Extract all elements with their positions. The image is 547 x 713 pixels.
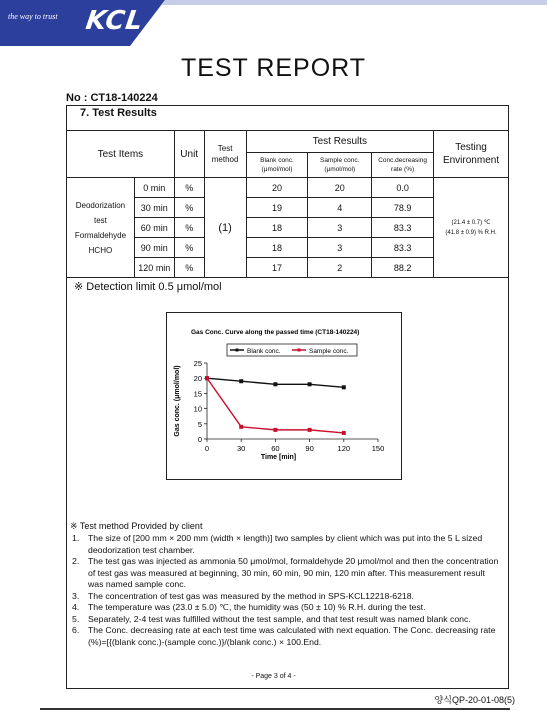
time-cell: 60 min xyxy=(134,218,174,238)
header-test-method-line1: Test xyxy=(217,144,233,153)
subheader-rate xyxy=(372,153,434,178)
time-cell: 30 min xyxy=(134,198,174,218)
data-point-1-1 xyxy=(239,425,243,429)
rate-cell: 83.3 xyxy=(372,238,434,258)
note-number: 1. xyxy=(72,533,80,543)
note-number: 6. xyxy=(72,625,80,635)
test-item-line3: Formaldehyde xyxy=(74,230,127,240)
sample-cell: 4 xyxy=(308,198,372,218)
x-tick-label: 60 xyxy=(271,444,280,453)
header-environment-line1: Testing xyxy=(455,142,487,153)
list-item xyxy=(72,533,502,556)
x-axis-label: Time [min] xyxy=(260,454,297,461)
note-text: The temperature was (23.0 ± 5.0) ℃, the humidity was (50 ± 10) % R.H. during the test. xyxy=(88,602,426,612)
y-tick-label: 5 xyxy=(197,419,202,429)
sample-cell: 2 xyxy=(308,258,372,278)
note-number: 4. xyxy=(72,602,80,612)
note-text: The concentration of test gas was measured by the method in SPS-KCL12218-6218. xyxy=(88,590,414,601)
blank-cell: 18 xyxy=(246,238,308,258)
environment-humidity: (41.8 ± 0.9) % R.H. xyxy=(445,229,497,236)
chart-title: Gas Conc. Curve along the passed time (CT18-140224) xyxy=(191,329,360,336)
note-text: The test gas was injected as ammonia 50 μmol/mol, formaldehyde 20 μmol/mol and then the concentration of test gas was measured at beginning, 30 min, 60 min, 90 min, 120 min after. This measurement result was named sample conc. xyxy=(88,556,499,589)
list-item xyxy=(72,602,502,614)
unit-cell: % xyxy=(174,178,204,198)
header-test-method-line2: method xyxy=(211,155,239,164)
note-number: 2. xyxy=(72,556,80,566)
sample-cell: 3 xyxy=(308,218,372,238)
report-number: No : CT18-140224 xyxy=(66,92,158,104)
subheader-sample-line1: Sample conc. xyxy=(320,157,360,164)
test-item-cell xyxy=(67,178,135,278)
blank-cell: 20 xyxy=(246,178,308,198)
method-cell: (1) xyxy=(204,178,246,278)
blank-cell: 17 xyxy=(246,258,308,278)
page-title: TEST REPORT xyxy=(180,54,367,82)
note-text: The Conc. decreasing rate at each test time was calculated with next equation. The Conc. decreasing rate (%)=[{(blank conc.)-(sample conc.)}/(blank conc.) × 100.End. xyxy=(88,625,496,647)
data-point-1-2 xyxy=(273,428,277,432)
subheader-sample-line2: (μmol/mol) xyxy=(324,166,356,173)
table-row xyxy=(67,178,509,198)
data-point-0-3 xyxy=(308,382,312,386)
form-number: 양식QP-20-01-08(5) xyxy=(434,695,515,705)
legend-marker-0 xyxy=(236,349,239,352)
y-tick-label: 15 xyxy=(193,389,202,399)
rate-cell: 83.3 xyxy=(372,218,434,238)
unit-cell: % xyxy=(174,258,204,278)
unit-cell: % xyxy=(174,238,204,258)
subheader-rate-line1: Conc.decreasing xyxy=(378,157,427,164)
chart-frame xyxy=(166,312,402,480)
blank-cell: 19 xyxy=(246,198,308,218)
data-point-1-0 xyxy=(205,376,209,380)
tagline: the way to trust xyxy=(8,12,58,21)
data-point-1-4 xyxy=(342,431,346,435)
data-point-0-2 xyxy=(273,382,277,386)
sample-cell: 20 xyxy=(308,178,372,198)
gas-conc-chart xyxy=(167,313,403,481)
list-item xyxy=(72,614,502,626)
environment-temperature: (21.4 ± 0.7) ℃ xyxy=(451,219,491,226)
legend-label-1: Sample conc. xyxy=(309,348,349,355)
sample-cell: 3 xyxy=(308,238,372,258)
list-item xyxy=(72,625,502,648)
header-unit: Unit xyxy=(174,131,204,178)
note-number: 5. xyxy=(72,613,80,624)
y-tick-label: 25 xyxy=(193,359,202,368)
subheader-blank xyxy=(246,153,308,178)
y-tick-label: 0 xyxy=(197,435,202,444)
note-text: The size of [200 mm × 200 mm (width × length)] two samples by client which was put into the 5 L sized deodorization test chamber. xyxy=(88,533,483,555)
header-test-results: Test Results xyxy=(246,131,434,153)
legend-marker-1 xyxy=(298,349,301,352)
header-environment xyxy=(434,131,509,178)
x-tick-label: 150 xyxy=(371,444,385,453)
subheader-sample xyxy=(308,153,372,178)
detection-limit: ※ Detection limit 0.5 μmol/mol xyxy=(74,281,222,293)
data-point-1-3 xyxy=(308,428,312,432)
section-title: 7. Test Results xyxy=(80,107,157,119)
note-number: 3. xyxy=(72,590,80,601)
y-tick-label: 20 xyxy=(193,374,202,384)
kcl-logo: KCL xyxy=(83,6,146,36)
footer-divider xyxy=(40,708,510,710)
rate-cell: 0.0 xyxy=(372,178,434,198)
method-title: ※ Test method Provided by client xyxy=(70,521,203,531)
subheader-blank-line2: (μmol/mol) xyxy=(261,166,293,173)
unit-cell: % xyxy=(174,198,204,218)
rate-cell: 88.2 xyxy=(372,258,434,278)
x-tick-label: 30 xyxy=(237,444,246,453)
list-item xyxy=(72,591,502,603)
y-axis-label: Gas conc. (μmol/mol) xyxy=(174,365,181,437)
x-tick-label: 90 xyxy=(305,444,314,453)
unit-cell: % xyxy=(174,218,204,238)
test-item-line1: Deodorization xyxy=(75,200,126,210)
x-tick-label: 0 xyxy=(204,444,210,453)
time-cell: 120 min xyxy=(134,258,174,278)
header-test-items: Test Items xyxy=(67,131,175,178)
rate-cell: 78.9 xyxy=(372,198,434,218)
environment-cell xyxy=(434,178,509,278)
method-notes xyxy=(72,533,502,648)
data-point-0-4 xyxy=(342,385,346,389)
subheader-blank-line1: Blank conc. xyxy=(260,157,294,164)
time-cell: 0 min xyxy=(134,178,174,198)
subheader-rate-line2: rate (%) xyxy=(391,166,415,173)
data-point-0-1 xyxy=(239,379,243,383)
x-tick-label: 120 xyxy=(337,444,351,453)
test-item-line4: HCHO xyxy=(88,245,113,255)
header-banner xyxy=(0,0,547,46)
blank-cell: 18 xyxy=(246,218,308,238)
header-test-method xyxy=(204,131,246,178)
y-tick-label: 10 xyxy=(193,404,202,414)
series-line-1 xyxy=(207,378,344,433)
test-item-line2: test xyxy=(93,215,107,225)
note-text: Separately, 2-4 test was fulfilled without the test sample, and that test result was named blank conc. xyxy=(88,613,471,624)
time-cell: 90 min xyxy=(134,238,174,258)
header-environment-line2: Environment xyxy=(442,155,500,166)
legend-label-0: Blank conc. xyxy=(247,348,281,355)
list-item xyxy=(72,556,502,591)
results-table xyxy=(66,130,509,278)
page-number: - Page 3 of 4 - xyxy=(251,673,296,680)
